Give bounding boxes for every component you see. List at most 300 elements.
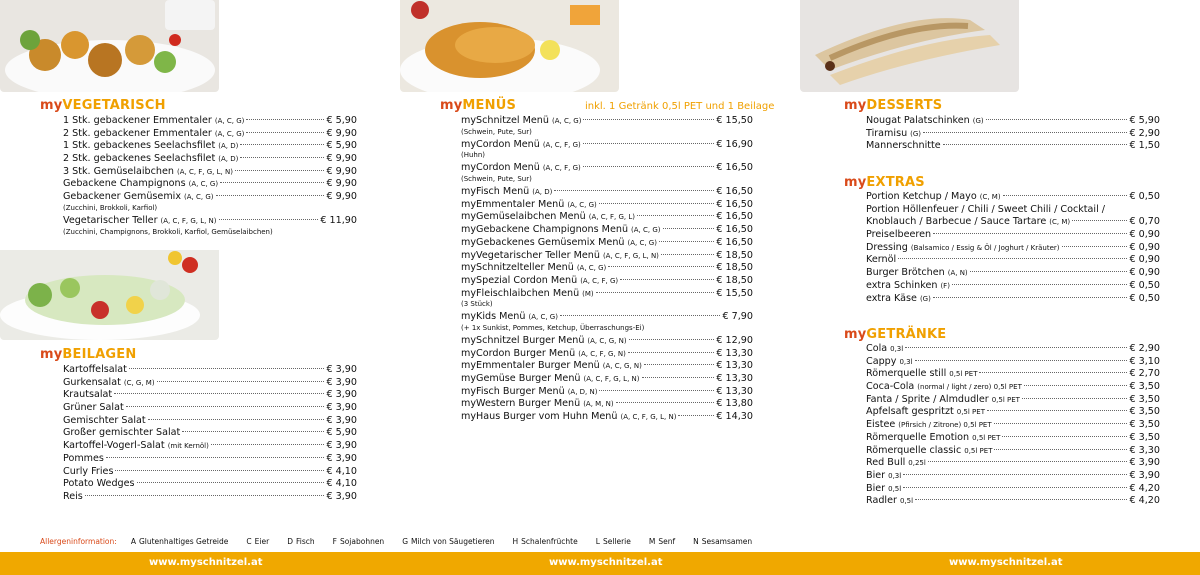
item-name: Fanta / Sprite / Almdudler: [866, 393, 989, 405]
item-name: myFleischlaibchen Menü: [461, 287, 580, 299]
item-allergen-codes: 0,5l PET: [964, 446, 993, 455]
item-price: € 5,90: [326, 140, 357, 152]
item-name: Eistee: [866, 419, 896, 431]
dot-leader: [905, 347, 1127, 348]
item-name: Bier: [866, 482, 886, 494]
item-description: (+ 1x Sunkist, Pommes, Ketchup, Überraschungs-Ei): [461, 323, 645, 332]
dot-leader: [554, 190, 714, 191]
allergen-code: C: [246, 537, 252, 546]
menu-item: [461, 398, 753, 411]
item-allergen-codes: (A, C, F, G, L): [588, 213, 636, 222]
item-allergen-codes: (A, C, F, G, L, N): [583, 375, 640, 383]
item-name: Großer gemischter Salat: [63, 427, 181, 439]
item-name: extra Käse: [866, 292, 917, 304]
item-price: € 18,50: [716, 249, 753, 261]
item-allergen-codes: (A, C, F, G, L, N): [602, 251, 659, 260]
dot-leader: [987, 410, 1128, 411]
menu-item: [63, 140, 357, 153]
dot-leader: [943, 144, 1128, 145]
item-price: € 0,90: [1129, 267, 1160, 279]
menu-item: [866, 115, 1160, 128]
item-allergen-codes: (A, D): [532, 188, 553, 197]
item-name: Cola: [866, 343, 888, 354]
item-name: 2 Stk. gebackener Emmentaler: [63, 127, 212, 139]
item-price: € 4,10: [326, 465, 357, 477]
dessert-photo: [800, 0, 1019, 92]
dot-leader: [1022, 398, 1128, 399]
item-price: € 13,80: [716, 398, 753, 410]
item-price: € 3,90: [326, 376, 357, 388]
allergen-text: Milch von Säugetieren: [411, 537, 495, 546]
menu-item: [461, 360, 753, 373]
item-description: (3 Stück): [461, 300, 493, 309]
item-name: Römerquelle Emotion: [866, 431, 970, 443]
item-description: (Schwein, Pute, Sur): [461, 127, 532, 136]
item-name: Mannerschnitte: [866, 140, 941, 152]
item-name: Gebackener Gemüsemix: [63, 191, 182, 203]
getraenke-title: [844, 327, 946, 342]
allergen-text: Eier: [254, 537, 270, 546]
dot-leader: [898, 258, 1127, 259]
item-price: € 12,90: [716, 334, 753, 346]
item-name: Gemischter Salat: [63, 414, 146, 426]
item-allergen-codes: 0,5l: [888, 484, 902, 493]
dot-leader: [220, 182, 324, 183]
menu-item: [63, 478, 357, 491]
menu-item: [461, 275, 753, 288]
footer-url-right[interactable]: www.myschnitzel.at: [949, 557, 1063, 568]
item-name: Red Bull: [866, 457, 906, 469]
menu-item: [461, 348, 753, 361]
item-price: € 3,90: [326, 414, 357, 426]
menu-item: [63, 389, 357, 402]
item-price: € 0,90: [1129, 241, 1160, 253]
item-allergen-codes: (A, C, G): [188, 180, 219, 189]
item-allergen-codes: 0,5l PET: [991, 395, 1020, 404]
item-name: Tiramisu: [866, 127, 908, 139]
item-allergen-codes: (A, C, F, G): [542, 140, 581, 149]
item-price: € 2,70: [1129, 368, 1160, 380]
allergen-item: [693, 537, 752, 546]
item-price: € 3,90: [1129, 469, 1160, 481]
dot-leader: [659, 241, 714, 242]
item-price: € 7,90: [722, 311, 753, 323]
menu-item: [461, 411, 753, 424]
item-name: Nougat Palatschinken: [866, 115, 970, 126]
item-description: (Schwein, Pute, Sur): [461, 175, 532, 184]
dot-leader: [182, 431, 324, 432]
dot-leader: [560, 315, 721, 316]
extras-title-main: EXTRAS: [866, 175, 925, 190]
item-name: mySchnitzel Burger Menü: [461, 334, 585, 346]
allergen-text: Sesamsamen: [701, 537, 753, 546]
item-price: € 2,90: [1129, 127, 1160, 139]
item-price: € 0,90: [1129, 229, 1160, 241]
allergen-code: G: [402, 537, 409, 546]
item-name: Grüner Salat: [63, 402, 124, 414]
item-allergen-codes: (C, G, M): [123, 378, 155, 387]
item-name: Gurkensalat: [63, 376, 121, 388]
item-allergen-codes: (A, C, G, N): [587, 336, 627, 345]
item-price: € 16,90: [716, 138, 753, 150]
menu-item: [866, 128, 1160, 141]
dot-leader: [115, 470, 324, 471]
allergen-code: F: [332, 537, 337, 546]
menu-item: [866, 495, 1160, 508]
menues-list: [461, 115, 753, 424]
item-price: € 16,50: [716, 211, 753, 223]
item-allergen-codes: (A, C, G): [631, 226, 661, 235]
dot-leader: [596, 292, 715, 293]
menu-item: [63, 440, 357, 453]
allergen-code: D: [287, 537, 293, 546]
menu-item: [866, 267, 1160, 280]
item-name: myHaus Burger vom Huhn Menü: [461, 411, 618, 423]
vegetarisch-title-main: VEGETARISCH: [62, 98, 166, 113]
menu-item: [866, 406, 1160, 419]
dot-leader: [211, 444, 325, 445]
dot-leader: [620, 279, 714, 280]
dot-leader: [216, 195, 325, 196]
item-price: € 0,50: [1129, 279, 1160, 291]
dot-leader: [240, 144, 324, 145]
item-price: € 13,30: [716, 347, 753, 359]
item-name: myEmmentaler Menü: [461, 198, 565, 210]
dot-leader: [246, 119, 324, 120]
menu-item: [461, 115, 753, 128]
item-description: (Huhn): [461, 151, 486, 160]
menu-item: [866, 470, 1160, 483]
item-name: extra Schinken: [866, 279, 938, 291]
dot-leader: [629, 339, 715, 340]
getraenke-title-prefix: my: [844, 327, 867, 342]
item-allergen-codes: (F): [940, 281, 950, 290]
dot-leader: [928, 461, 1128, 462]
item-allergen-codes: (G): [919, 294, 931, 303]
item-price: € 4,20: [1129, 495, 1160, 507]
item-price: € 16,50: [716, 236, 753, 248]
item-name: Cappy: [866, 355, 897, 367]
beilagen-title-prefix: my: [40, 347, 63, 362]
dot-leader: [979, 372, 1127, 373]
desserts-title: [844, 98, 942, 113]
item-allergen-codes: (A, M, N): [583, 400, 614, 409]
menu-item: [63, 466, 357, 479]
item-price: € 3,50: [1129, 419, 1160, 431]
item-description: (Zucchini, Champignons, Brokkoli, Karfiol, Gemüselaibchen): [63, 227, 273, 236]
menu-item: [461, 386, 753, 399]
dot-leader: [970, 271, 1128, 272]
item-price: € 3,90: [1129, 457, 1160, 469]
menu-item-line: Portion Höllenfeuer / Chili / Sweet Chili / Cocktail /: [866, 203, 1106, 215]
dot-leader: [114, 393, 324, 394]
item-name: myGemüse Burger Menü: [461, 373, 581, 384]
menu-item: [461, 262, 753, 275]
item-name: myGemüselaibchen Menü: [461, 211, 586, 223]
item-allergen-codes: (A, D): [218, 155, 239, 164]
dot-leader: [678, 415, 714, 416]
item-name: Vegetarischer Teller: [63, 214, 158, 226]
menu-item: [866, 280, 1160, 293]
item-name: Kernöl: [866, 254, 897, 266]
item-allergen-codes: (A, C, G): [567, 200, 597, 209]
dot-leader: [637, 215, 714, 216]
menues-title: [440, 98, 516, 113]
item-name: Portion Ketchup / Mayo: [866, 191, 977, 202]
menu-item: [461, 237, 753, 250]
menues-note: inkl. 1 Getränk 0,5l PET und 1 Beilage: [585, 101, 775, 112]
dot-leader: [126, 406, 325, 407]
dot-leader: [599, 390, 714, 391]
item-allergen-codes: 0,3l: [899, 357, 913, 366]
allergen-text: Sojabohnen: [339, 537, 385, 546]
item-name: myVegetarischer Teller Menü: [461, 249, 600, 261]
item-name: mySchnitzelteller Menü: [461, 262, 574, 274]
dot-leader: [129, 368, 325, 369]
dot-leader: [923, 132, 1127, 133]
item-name: Römerquelle classic: [866, 444, 962, 456]
dot-leader: [219, 219, 319, 220]
menu-item: [866, 293, 1160, 306]
item-allergen-codes: (C, M): [1049, 218, 1071, 227]
menu-item: [461, 335, 753, 348]
footer-bar: [0, 552, 1200, 575]
dot-leader: [661, 254, 714, 255]
beilagen-title: [40, 347, 136, 362]
dot-leader: [628, 352, 715, 353]
item-allergen-codes: (A, C, G): [627, 238, 657, 247]
allergen-text: Schalenfrüchte: [521, 537, 578, 546]
item-name: 2 Stk. gebackenes Seelachsfilet: [63, 153, 216, 165]
item-allergen-codes: (G): [972, 117, 984, 125]
item-price: € 14,30: [716, 411, 753, 423]
item-price: € 3,30: [1129, 444, 1160, 456]
dot-leader: [903, 487, 1127, 488]
item-price: € 0,50: [1129, 292, 1160, 304]
dot-leader: [952, 284, 1128, 285]
allergen-item: [333, 537, 385, 546]
item-name: myEmmentaler Burger Menü: [461, 360, 600, 372]
menu-item: [866, 229, 1160, 242]
item-allergen-codes: 0,5l PET: [972, 433, 1001, 442]
item-allergen-codes: (A, C, F, G): [542, 164, 581, 173]
footer-url-left[interactable]: www.myschnitzel.at: [149, 557, 263, 568]
item-allergen-codes: (A, C, G): [214, 129, 245, 138]
item-name: mySpezial Cordon Menü: [461, 274, 578, 286]
item-price: € 2,90: [1129, 343, 1160, 354]
dot-leader: [1062, 246, 1128, 247]
menu-item: [866, 356, 1160, 369]
dot-leader: [608, 266, 714, 267]
item-name: Bier: [866, 469, 886, 481]
allergen-info: [40, 537, 770, 546]
item-price: € 13,30: [716, 373, 753, 384]
item-price: € 4,20: [1129, 482, 1160, 494]
item-name: myCordon Burger Menü: [461, 347, 576, 359]
item-price: € 18,50: [716, 262, 753, 274]
menu-item: [63, 415, 357, 428]
menu-item: [866, 394, 1160, 407]
item-name: 3 Stk. Gemüselaibchen: [63, 165, 174, 177]
schnitzel-photo: [400, 0, 619, 92]
menu-item: [461, 224, 753, 237]
menu-item: [866, 343, 1160, 356]
item-price: € 0,50: [1129, 191, 1160, 202]
item-price: € 13,30: [716, 360, 753, 372]
item-name: Curly Fries: [63, 465, 114, 477]
menu-item: [866, 216, 1160, 229]
allergen-code: M: [648, 537, 656, 546]
item-price: € 9,90: [326, 127, 357, 139]
menu-item: [461, 186, 753, 199]
dot-leader: [663, 228, 715, 229]
menu-item: [866, 419, 1160, 432]
item-price: € 3,50: [1129, 406, 1160, 418]
menu-item: [461, 250, 753, 263]
item-name: 1 Stk. gebackenes Seelachsfilet: [63, 140, 216, 152]
dot-leader: [583, 143, 715, 144]
allergen-label: Allergeninformation:: [40, 537, 117, 546]
menu-item: [461, 211, 753, 224]
dot-leader: [1024, 385, 1128, 386]
item-price: € 3,90: [326, 440, 357, 452]
item-allergen-codes: (A, C, F, G, L, N): [620, 413, 677, 422]
item-name: Apfelsaft gespritzt: [866, 406, 954, 418]
menu-item: [866, 432, 1160, 445]
item-allergen-codes: (A, D): [218, 142, 239, 151]
dot-leader: [903, 474, 1127, 475]
item-name: myFisch Burger Menü: [461, 385, 565, 397]
item-name: myFisch Menü: [461, 186, 530, 198]
vegetarian-photo: [0, 0, 219, 92]
dot-leader: [915, 499, 1127, 500]
dot-leader: [157, 381, 325, 382]
item-price: € 3,90: [326, 389, 357, 401]
item-name: myGebackene Champignons Menü: [461, 224, 629, 236]
menu-item: [866, 457, 1160, 470]
dot-leader: [994, 423, 1128, 424]
item-allergen-codes: (Pfirsich / Zitrone) 0,5l PET: [898, 421, 992, 430]
dot-leader: [148, 419, 325, 420]
item-allergen-codes: (A, C, F, G, L, N): [160, 216, 217, 225]
dot-leader: [599, 203, 715, 204]
item-allergen-codes: (A, D, N): [567, 387, 598, 396]
item-allergen-codes: (A, N): [947, 269, 968, 278]
dot-leader: [915, 360, 1128, 361]
menu-item: [866, 254, 1160, 267]
allergen-code: A: [130, 537, 136, 546]
menu-item: [461, 199, 753, 212]
item-allergen-codes: (A, C, G): [551, 117, 582, 125]
dot-leader: [235, 170, 325, 171]
allergen-code: N: [693, 537, 699, 546]
dot-leader: [1002, 436, 1127, 437]
item-price: € 1,50: [1129, 140, 1160, 152]
item-name: myCordon Menü: [461, 162, 540, 174]
item-price: € 0,90: [1129, 254, 1160, 266]
allergen-text: Sellerie: [602, 537, 631, 546]
item-price: € 3,10: [1129, 355, 1160, 367]
menu-item: [866, 191, 1160, 204]
dot-leader: [240, 157, 324, 158]
menu-item: [63, 153, 357, 166]
menu-item: [63, 178, 357, 191]
desserts-title-prefix: my: [844, 98, 867, 113]
desserts-title-main: DESSERTS: [866, 98, 943, 113]
menu-item: [63, 402, 357, 415]
menu-item: [63, 364, 357, 377]
item-allergen-codes: (A, C, F, G, N): [578, 349, 626, 358]
allergen-item: [131, 537, 229, 546]
menu-item: [461, 288, 753, 301]
vegetarisch-list: [63, 115, 357, 239]
vegetarisch-title: [40, 98, 166, 113]
allergen-code: L: [595, 537, 600, 546]
allergen-text: Senf: [658, 537, 676, 546]
item-price: € 13,30: [716, 385, 753, 397]
menues-title-main: MENÜS: [462, 98, 517, 113]
item-name: Coca-Cola: [866, 381, 915, 393]
item-price: € 11,90: [320, 214, 357, 226]
allergen-item: [287, 537, 314, 546]
item-name: myWestern Burger Menü: [461, 398, 581, 410]
allergen-item: [402, 537, 494, 546]
item-allergen-codes: 0,3l: [888, 471, 902, 480]
item-allergen-codes: (A, C, G): [528, 313, 558, 322]
dot-leader: [642, 377, 715, 378]
allergen-item: [596, 537, 631, 546]
footer-url-center[interactable]: www.myschnitzel.at: [549, 557, 663, 568]
item-name: Römerquelle still: [866, 368, 947, 380]
item-price: € 3,50: [1129, 381, 1160, 393]
menu-item: [63, 427, 357, 440]
vegetarisch-title-prefix: my: [40, 98, 63, 113]
menu-item: [866, 445, 1160, 458]
menu-item: [63, 115, 357, 128]
item-allergen-codes: (A, C, G): [214, 117, 245, 125]
item-allergen-codes: 0,5l PET: [949, 370, 978, 379]
item-name: myGebackenes Gemüsemix Menü: [461, 236, 625, 248]
item-price: € 16,50: [716, 198, 753, 210]
menu-item: [461, 311, 753, 324]
extras-title: [844, 175, 925, 190]
menu-item: [461, 162, 753, 175]
item-name: Pommes: [63, 452, 104, 464]
item-allergen-codes: (A, C, F, G): [580, 276, 619, 285]
item-allergen-codes: (A, C, G): [184, 193, 214, 202]
dot-leader: [1072, 220, 1127, 221]
item-price: € 3,50: [1129, 393, 1160, 405]
item-name: Burger Brötchen: [866, 267, 945, 279]
menues-title-prefix: my: [440, 98, 463, 113]
menu-item: [866, 483, 1160, 496]
dot-leader: [246, 132, 324, 133]
dot-leader: [106, 457, 325, 458]
item-price: € 9,90: [326, 191, 357, 203]
extras-list: [866, 191, 1160, 305]
menu-item: [63, 453, 357, 466]
dot-leader: [644, 364, 714, 365]
item-allergen-codes: (A, C, G): [576, 264, 607, 273]
dot-leader: [85, 495, 325, 496]
item-description: (Zucchini, Brokkoli, Karfiol): [63, 203, 158, 212]
item-name: Kartoffel-Vogerl-Salat: [63, 440, 165, 452]
item-name: 1 Stk. gebackener Emmentaler: [63, 115, 212, 126]
item-allergen-codes: 0,25l: [908, 459, 926, 468]
item-name: Krautsalat: [63, 389, 113, 401]
item-price: € 3,50: [1129, 431, 1160, 443]
item-price: € 3,90: [326, 364, 357, 375]
